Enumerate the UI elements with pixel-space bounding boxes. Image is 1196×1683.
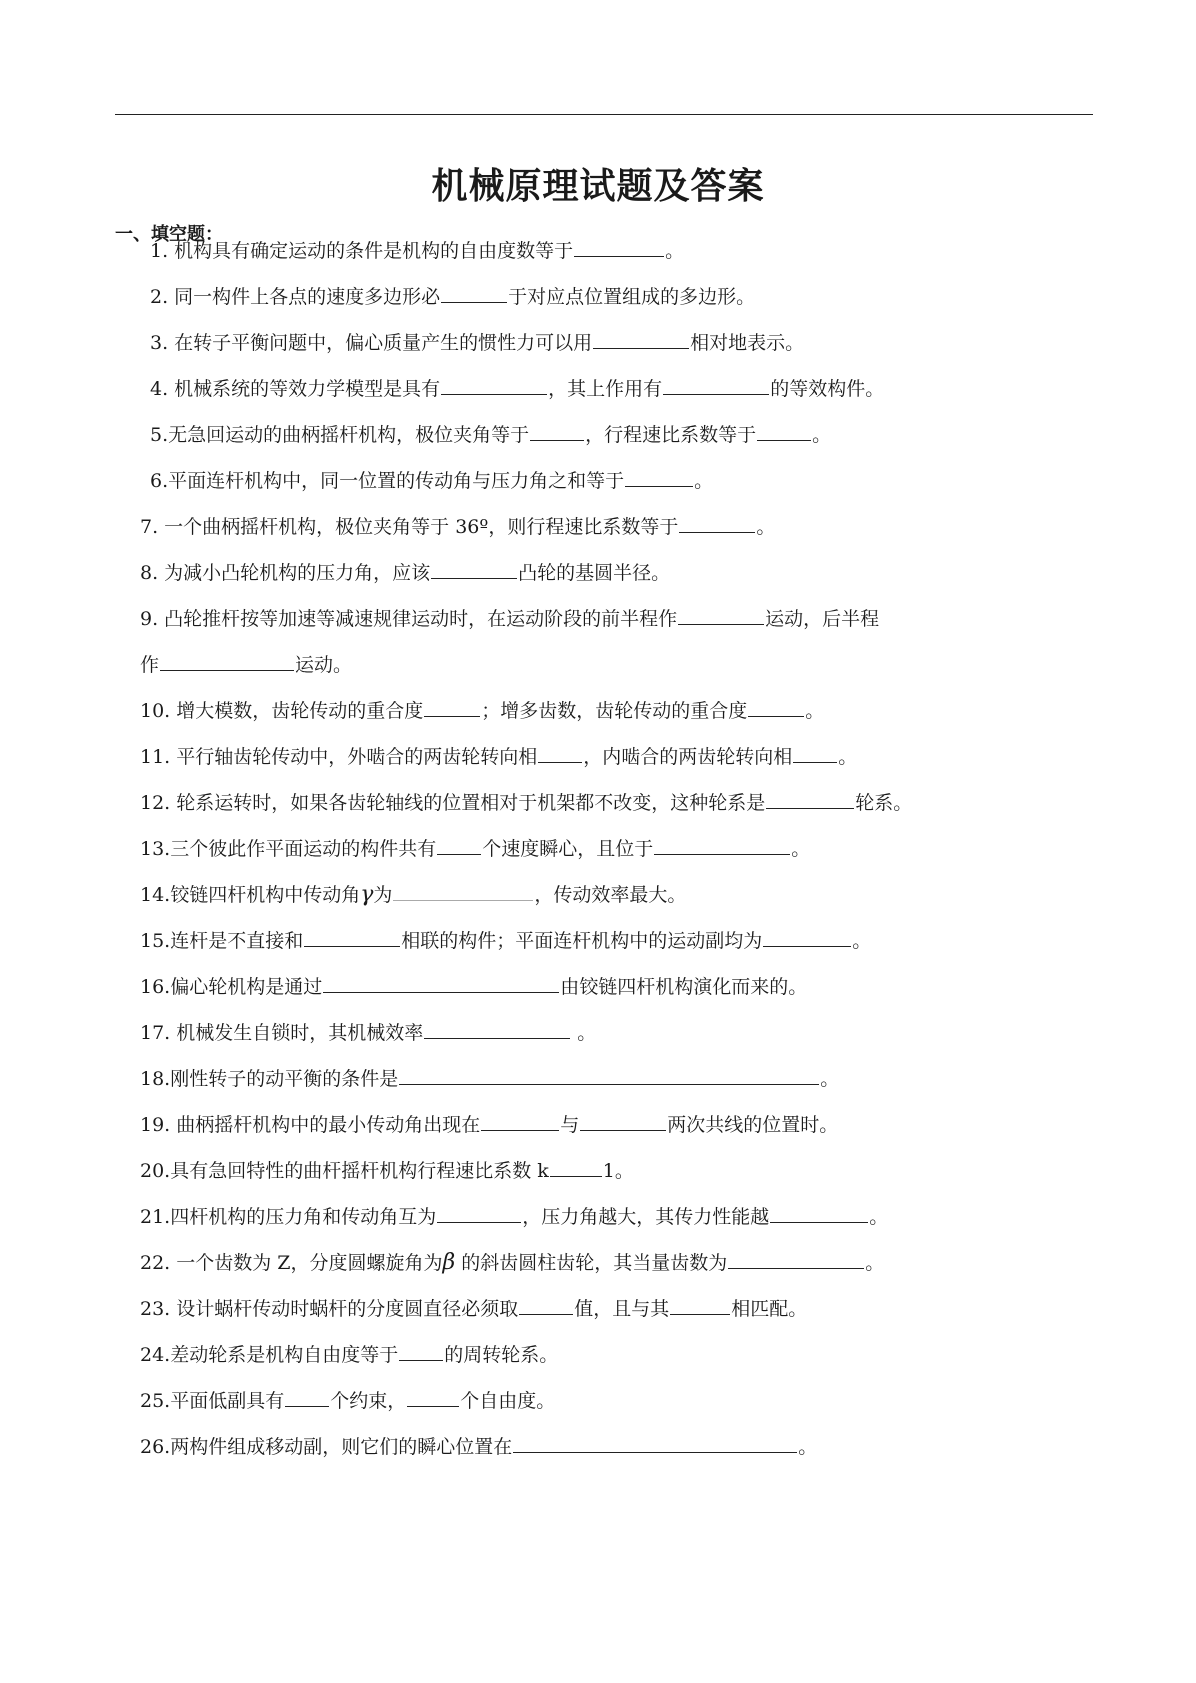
question-text: 。 (805, 700, 825, 722)
answer-blank (519, 1296, 573, 1315)
answer-blank (679, 514, 755, 533)
question-text: 18.刚性转子的动平衡的条件是 (140, 1068, 399, 1090)
question-text: 的周转轮系。 (444, 1344, 559, 1366)
question-text: 24.差动轮系是机构自由度等于 (140, 1344, 399, 1366)
question-text: ，压力角越大，其传力性能越 (522, 1206, 770, 1228)
answer-blank (766, 790, 854, 809)
question-text: 由铰链四杆机构演化而来的。 (560, 976, 808, 998)
question-11 (140, 744, 857, 770)
question-text: 22. 一个齿数为 Z，分度圆螺旋角为 (140, 1252, 443, 1274)
question-24 (140, 1342, 558, 1368)
answer-blank (770, 1204, 868, 1223)
beta-symbol: β (442, 1250, 456, 1275)
question-text: 26.两构件组成移动副，则它们的瞬心位置在 (140, 1436, 513, 1458)
answer-blank (304, 928, 400, 947)
question-17 (140, 1020, 596, 1046)
question-text: 。 (865, 1252, 885, 1274)
answer-blank (437, 1204, 521, 1223)
question-text: 的斜齿圆柱齿轮，其当量齿数为 (455, 1252, 728, 1274)
answer-blank (763, 928, 851, 947)
question-3 (150, 330, 804, 356)
question-7 (140, 514, 775, 540)
question-text: 为 (373, 884, 393, 906)
question-text: 。 (798, 1436, 818, 1458)
answer-blank (538, 744, 582, 763)
question-text: 16.偏心轮机构是通过 (140, 976, 323, 998)
question-18 (140, 1066, 839, 1092)
header-rule (115, 114, 1093, 115)
question-1 (150, 238, 684, 264)
answer-blank (481, 1112, 559, 1131)
question-text: 与 (560, 1114, 580, 1136)
question-14 (140, 882, 686, 908)
answer-blank (625, 468, 693, 487)
answer-blank (530, 422, 584, 441)
question-text: 3. 在转子平衡问题中，偏心质量产生的惯性力可以用 (150, 332, 593, 354)
answer-blank (424, 1020, 570, 1039)
question-text: ，传动效率最大。 (534, 884, 687, 906)
page-title: 机械原理试题及答案 (431, 166, 765, 207)
question-text: 11. 平行轴齿轮传动中，外啮合的两齿轮转向相 (140, 746, 538, 768)
answer-blank (441, 284, 507, 303)
question-text: 。 (820, 1068, 840, 1090)
answer-blank (431, 560, 517, 579)
question-text: 。 (694, 470, 714, 492)
question-text: 23. 设计蜗杆传动时蜗杆的分度圆直径必须取 (140, 1298, 519, 1320)
answer-blank (593, 330, 689, 349)
question-8 (140, 560, 670, 586)
section-heading: 一、填空题： (115, 224, 223, 245)
question-text: 的等效构件。 (770, 378, 885, 400)
answer-blank (513, 1434, 797, 1453)
answer-blank (441, 376, 547, 395)
answer-blank (323, 974, 559, 993)
question-text: 9. 凸轮推杆按等加速等减速规律运动时，在运动阶段的前半程作 (140, 608, 678, 630)
question-25 (140, 1388, 555, 1414)
question-text: 相对地表示。 (690, 332, 805, 354)
question-text: 相联的构件；平面连杆机构中的运动副均为 (401, 930, 763, 952)
question-13 (140, 836, 810, 862)
answer-blank (407, 1388, 459, 1407)
answer-blank (160, 652, 294, 671)
question-text: 值，且与其 (574, 1298, 670, 1320)
question-text: ，内啮合的两齿轮转向相 (583, 746, 793, 768)
question-text: 。 (838, 746, 858, 768)
question-22 (140, 1250, 884, 1276)
question-5 (150, 422, 831, 448)
question-text: 13.三个彼此作平面运动的构件共有 (140, 838, 437, 860)
answer-blank (550, 1158, 602, 1177)
answer-blank (399, 1342, 443, 1361)
question-9 (140, 606, 879, 632)
question-text: 8. 为减小凸轮机构的压力角，应该 (140, 562, 431, 584)
question-text: 运动。 (295, 654, 353, 676)
answer-blank (399, 1066, 819, 1085)
answer-blank (654, 836, 790, 855)
question-2 (150, 284, 755, 310)
question-23 (140, 1296, 807, 1322)
answer-blank (748, 698, 804, 717)
question-text: ，行程速比系数等于 (585, 424, 757, 446)
question-text: 6.平面连杆机构中，同一位置的传动角与压力角之和等于 (150, 470, 625, 492)
question-text: 个自由度。 (460, 1390, 556, 1412)
question-text: 。 (812, 424, 832, 446)
question-text: 25.平面低副具有 (140, 1390, 285, 1412)
question-text: 。 (665, 240, 685, 262)
question-text: 5.无急回运动的曲柄摇杆机构，极位夹角等于 (150, 424, 530, 446)
answer-blank (437, 836, 481, 855)
answer-blank (793, 744, 837, 763)
question-9-continued (140, 652, 352, 678)
question-text: 14.铰链四杆机构中传动角 (140, 884, 361, 906)
question-text: 于对应点位置组成的多边形。 (508, 286, 756, 308)
answer-blank (728, 1250, 864, 1269)
answer-blank (424, 698, 480, 717)
question-text: ；增多齿数，齿轮传动的重合度 (481, 700, 748, 722)
question-text: 。 (571, 1022, 597, 1044)
answer-blank (393, 882, 533, 901)
gamma-symbol: γ (360, 882, 374, 907)
question-text: 个约束， (330, 1390, 407, 1412)
question-text: 。 (869, 1206, 889, 1228)
question-text: 12. 轮系运转时，如果各齿轮轴线的位置相对于机架都不改变，这种轮系是 (140, 792, 766, 814)
question-6 (150, 468, 713, 494)
question-text: 17. 机械发生自锁时，其机械效率 (140, 1022, 424, 1044)
question-15 (140, 928, 871, 954)
question-19 (140, 1112, 838, 1138)
question-text: 。 (791, 838, 811, 860)
question-text: 轮系。 (855, 792, 913, 814)
question-text: 15.连杆是不直接和 (140, 930, 304, 952)
question-text: 2. 同一构件上各点的速度多边形必 (150, 286, 441, 308)
question-text: 两次共线的位置时。 (667, 1114, 839, 1136)
question-text: ，其上作用有 (548, 378, 663, 400)
question-10 (140, 698, 824, 724)
question-text: 1。 (602, 1160, 634, 1182)
question-16 (140, 974, 807, 1000)
question-text: 相匹配。 (731, 1298, 808, 1320)
question-text: 作 (140, 654, 160, 676)
question-text: 21.四杆机构的压力角和传动角互为 (140, 1206, 437, 1228)
question-text: 19. 曲柄摇杆机构中的最小传动角出现在 (140, 1114, 481, 1136)
question-26 (140, 1434, 817, 1460)
question-text: 个速度瞬心，且位于 (482, 838, 654, 860)
question-text: 7. 一个曲柄摇杆机构，极位夹角等于 36º，则行程速比系数等于 (140, 516, 679, 538)
question-12 (140, 790, 912, 816)
question-text: 。 (756, 516, 776, 538)
answer-blank (757, 422, 811, 441)
question-text: 4. 机械系统的等效力学模型是具有 (150, 378, 441, 400)
question-20 (140, 1158, 634, 1184)
answer-blank (580, 1112, 666, 1131)
question-text: 1. 机构具有确定运动的条件是机构的自由度数等于 (150, 240, 574, 262)
answer-blank (670, 1296, 730, 1315)
answer-blank (663, 376, 769, 395)
question-text: 凸轮的基圆半径。 (518, 562, 671, 584)
question-4 (150, 376, 884, 402)
answer-blank (574, 238, 664, 257)
question-21 (140, 1204, 888, 1230)
answer-blank (678, 606, 764, 625)
answer-blank (285, 1388, 329, 1407)
question-text: 10. 增大模数，齿轮传动的重合度 (140, 700, 424, 722)
question-text: 运动，后半程 (765, 608, 880, 630)
question-text: 20.具有急回特性的曲杆摇杆机构行程速比系数 k (140, 1160, 549, 1182)
question-text: 。 (852, 930, 872, 952)
